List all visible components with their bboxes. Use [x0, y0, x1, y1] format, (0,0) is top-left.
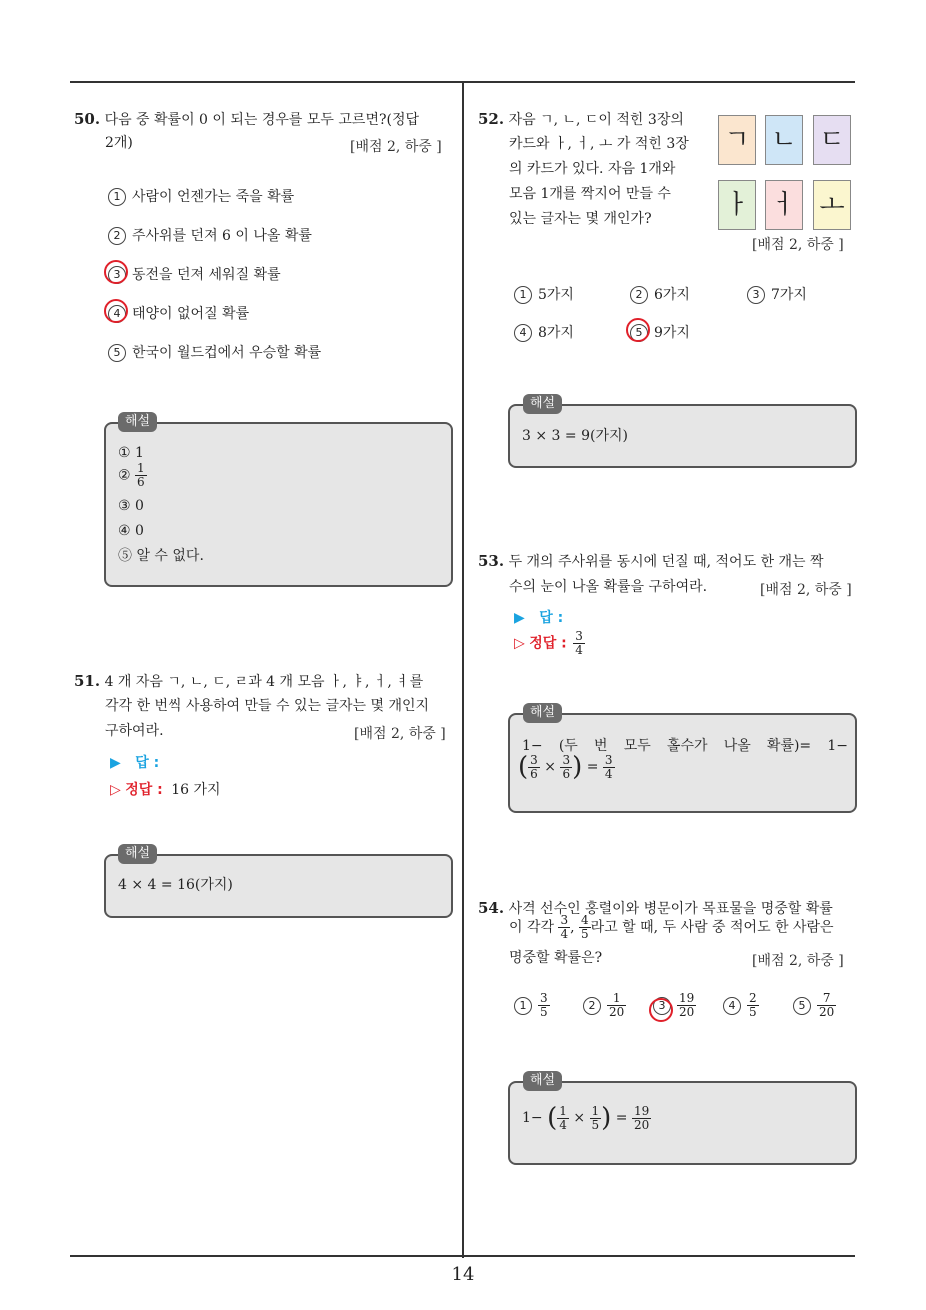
option-number: 4 [108, 305, 126, 323]
option-4[interactable] [108, 303, 249, 323]
consonant-card-3: ㄷ [813, 115, 851, 165]
option-number: 4 [723, 997, 741, 1015]
solution-line1: 1− (두 번 모두 홀수가 나올 확률)= 1− [522, 738, 848, 754]
play-icon: ▶ [110, 755, 121, 771]
option-text: 동전을 던져 세워질 확률 [132, 267, 281, 283]
solution-tag: 해설 [523, 703, 562, 723]
score-info: [배점 2, 하중 ] [752, 953, 844, 969]
option-text: 한국이 월드컵에서 우승할 확률 [132, 345, 322, 361]
solution-text: 4 × 4 = 16(가지) [118, 877, 233, 893]
solution-line2: ( $\frac{3}{6}$ × $\frac{3}{6}$ ) = $\frac{3}{4}$ [518, 752, 613, 782]
vowel-card-2: ㅓ [765, 180, 803, 230]
option-2[interactable]: 2 $\frac{1}{20}$ [583, 992, 626, 1019]
triangle-outline-icon: ▷ [514, 635, 525, 652]
solution-row-3: ③ 0 [118, 498, 144, 514]
option-number: 2 [583, 997, 601, 1015]
answer-mark-icon [649, 998, 673, 1022]
solution-tag: 해설 [118, 412, 157, 432]
score-info: [배점 2, 하중 ] [760, 582, 852, 598]
question-text-line2: 각각 한 번씩 사용하여 만들 수 있는 글자는 몇 개인지 [105, 698, 430, 714]
page-number: 14 [451, 1264, 475, 1285]
answer-input-row[interactable] [110, 752, 159, 772]
solution-number: ② [118, 467, 131, 484]
vowel-card-1: ㅏ [718, 180, 756, 230]
correct-label: 정답 : [529, 635, 567, 652]
option-number: 2 [630, 286, 648, 304]
question-text-line5: 있는 글자는 몇 개인가? [509, 211, 652, 227]
play-icon: ▶ [514, 610, 525, 626]
question-text-line2: 2개) [105, 135, 133, 151]
question-number: 53. [478, 552, 505, 570]
option-text: 주사위를 던져 6 이 나올 확률 [132, 228, 312, 244]
option-1[interactable] [108, 186, 294, 206]
fraction: $\frac{1}{6}$ [137, 461, 145, 489]
question-text-line1: 사격 선수인 홍렬이와 병문이가 목표물을 명중할 확률 [508, 901, 833, 917]
question-number: 51. [74, 672, 101, 690]
question-text-line1: 4 개 자음 ㄱ, ㄴ, ㄷ, ㄹ과 4 개 모음 ㅏ, ㅑ, ㅓ, ㅕ를 [104, 674, 424, 690]
solution-row-1: ① 1 [118, 445, 144, 461]
consonant-card-2: ㄴ [765, 115, 803, 165]
correct-fraction: $\frac{3}{4}$ [575, 629, 583, 657]
question-text-line2: 카드와 ㅏ, ㅓ, ㅗ 가 적힌 3장 [509, 136, 689, 152]
option-2[interactable] [108, 225, 312, 245]
question-text-line2: 수의 눈이 나올 확률을 구하여라. [509, 579, 708, 595]
option-1[interactable]: 1 $\frac{3}{5}$ [514, 992, 550, 1019]
vowel-card-3: ㅗ [813, 180, 851, 230]
option-3[interactable] [108, 264, 281, 284]
solution-row-4: ④ 0 [118, 523, 144, 539]
consonant-card-1: ㄱ [718, 115, 756, 165]
question-text-line3: 의 카드가 있다. 자음 1개와 [509, 161, 676, 177]
option-number: 5 [793, 997, 811, 1015]
score-info: [배점 2, 하중 ] [350, 139, 442, 155]
option-number: 2 [108, 227, 126, 245]
option-text: 8가지 [538, 325, 574, 341]
option-number: 5 [108, 344, 126, 362]
option-4[interactable] [514, 322, 574, 342]
column-divider [462, 82, 464, 1258]
correct-label: 정답 : [125, 782, 163, 798]
solution-row-2 [118, 462, 147, 489]
question-text-line2: 이 각각 $\frac{3}{4}$ , $\frac{4}{5}$ 라고 할 때, 두 사람 중 적어도 한 사람은 [509, 913, 834, 941]
question-number: 52. [478, 110, 505, 128]
option-5[interactable]: 5 $\frac{7}{20}$ [793, 992, 836, 1019]
option-number: 4 [514, 324, 532, 342]
answer-label: 답 : [539, 610, 564, 626]
option-number: 1 [108, 188, 126, 206]
option-text: 5가지 [538, 287, 574, 303]
solution-text: 3 × 3 = 9(가지) [522, 428, 628, 444]
question-text-line1: 자음 ㄱ, ㄴ, ㄷ이 적힌 3장의 [508, 112, 684, 128]
option-number: 1 [514, 997, 532, 1015]
correct-answer-row [514, 630, 585, 657]
option-number: 3 [653, 997, 671, 1015]
answer-mark-icon [104, 260, 128, 284]
question-number: 50. [74, 110, 101, 128]
solution-tag: 해설 [523, 394, 562, 414]
option-text: 사람이 언젠가는 죽을 확률 [132, 189, 295, 205]
option-3[interactable]: 3 $\frac{19}{20}$ [653, 992, 696, 1019]
option-number: 3 [108, 266, 126, 284]
bottom-rule [70, 1255, 855, 1257]
correct-answer-row [110, 779, 221, 799]
question-text-line3: 구하여라. [105, 723, 164, 739]
solution-tag: 해설 [523, 1071, 562, 1091]
solution-formula: 1− ( $\frac{1}{4}$ × $\frac{1}{5}$ ) = $\frac{19}{20}$ [522, 1103, 650, 1133]
question-text-line4: 모음 1개를 짝지어 만들 수 [509, 186, 671, 202]
option-2[interactable] [630, 284, 690, 304]
option-5[interactable] [108, 342, 321, 362]
option-number: 1 [514, 286, 532, 304]
option-1[interactable] [514, 284, 574, 304]
option-number: 5 [630, 324, 648, 342]
option-text: 7가지 [771, 287, 807, 303]
score-info: [배점 2, 하중 ] [354, 726, 446, 742]
option-4[interactable]: 4 $\frac{2}{5}$ [723, 992, 759, 1019]
question-text-line3: 명중할 확률은? [509, 950, 603, 966]
solution-row-5: ⑤ 알 수 없다. [118, 548, 204, 564]
answer-mark-icon [626, 318, 650, 342]
answer-mark-icon [104, 299, 128, 323]
triangle-outline-icon: ▷ [110, 782, 121, 798]
option-3[interactable] [747, 284, 807, 304]
correct-value: 16 가지 [171, 782, 221, 798]
question-text-line1: 두 개의 주사위를 동시에 던질 때, 적어도 한 개는 짝 [508, 554, 824, 570]
option-text: 6가지 [654, 287, 690, 303]
answer-label: 답 : [135, 755, 160, 771]
question-text-line1: 다음 중 확률이 0 이 되는 경우를 모두 고르면?(정답 [104, 112, 419, 128]
option-text: 9가지 [654, 325, 690, 341]
answer-input-row[interactable] [514, 607, 563, 627]
solution-tag: 해설 [118, 844, 157, 864]
option-number: 3 [747, 286, 765, 304]
option-text: 태양이 없어질 확률 [132, 306, 250, 322]
score-info: [배점 2, 하중 ] [752, 237, 844, 253]
question-number: 54. [478, 899, 505, 917]
